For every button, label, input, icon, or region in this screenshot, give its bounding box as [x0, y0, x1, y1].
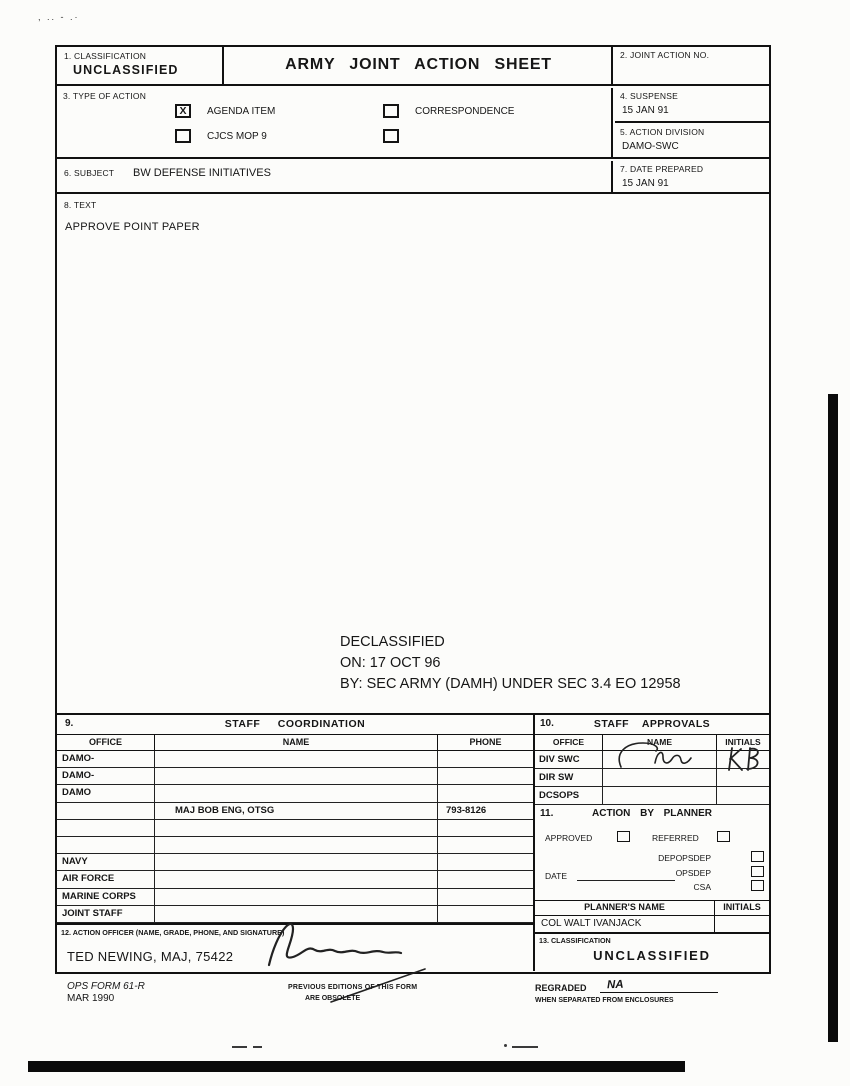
kb-initials-handwritten-icon: [723, 745, 767, 773]
agenda-item-label: AGENDA ITEM: [207, 106, 276, 117]
joint-action-no-label: 2. JOINT ACTION NO.: [620, 50, 710, 60]
correspondence-checkbox: [383, 104, 399, 118]
coordination-row: [57, 854, 533, 871]
army-joint-action-sheet-form: [55, 45, 771, 974]
office-cell: [57, 820, 155, 836]
name-cell: [155, 785, 438, 801]
opsdep-label: OPSDEP: [675, 868, 711, 878]
type-of-action-label: 3. TYPE OF ACTION: [63, 91, 147, 101]
phone-cell: [438, 871, 533, 887]
box9-number: 9.: [65, 718, 74, 729]
phone-cell: [438, 854, 533, 870]
action-officer-value: TED NEWING, MAJ, 75422: [67, 949, 234, 964]
office-cell: [57, 837, 155, 853]
name-cell: [155, 871, 438, 887]
header-row: [57, 47, 769, 86]
action-by-planner-header: [535, 805, 769, 823]
form-title-cell: [226, 47, 613, 86]
name-cell: [155, 751, 438, 767]
approvals-office-header: OFFICE: [535, 735, 603, 750]
coordination-row: [57, 820, 533, 837]
cjcs-mop9-label: CJCS MOP 9: [207, 131, 267, 142]
office-cell: AIR FORCE: [57, 871, 155, 887]
box11-number: 11.: [540, 808, 554, 819]
regraded-underline: [600, 982, 718, 993]
office-cell: JOINT STAFF: [57, 906, 155, 922]
approvals-row: [535, 787, 769, 805]
classification-box: [57, 47, 224, 86]
previous-editions-line1: PREVIOUS EDITIONS OF THIS FORM: [288, 984, 418, 991]
office-header: OFFICE: [57, 735, 155, 750]
coordination-header-row: [57, 735, 533, 751]
classification-value: UNCLASSIFIED: [73, 63, 179, 77]
subject-value: BW DEFENSE INITIATIVES: [133, 167, 271, 179]
depopsdep-label: DEPOPSDEP: [658, 853, 711, 863]
coordination-row: [57, 871, 533, 888]
office-cell: MARINE CORPS: [57, 889, 155, 905]
staff-coordination-title-row: [57, 715, 533, 735]
declassified-stamp: [340, 632, 681, 695]
action-by-planner-title: ACTION BY PLANNER: [592, 808, 712, 819]
name-header: NAME: [155, 735, 438, 750]
office-cell: [57, 803, 155, 819]
declassified-line1: DECLASSIFIED: [340, 634, 445, 650]
phone-cell: [438, 889, 533, 905]
subject-box: [57, 161, 613, 194]
separated-note: WHEN SEPARATED FROM ENCLOSURES: [535, 997, 674, 1004]
initials-cell: [717, 787, 769, 804]
type-of-action-row: [57, 88, 769, 159]
classification-bottom-value: UNCLASSIFIED: [593, 948, 711, 963]
planner-initials-header: INITIALS: [723, 902, 761, 912]
scan-artifact-dash: [232, 1046, 247, 1048]
subject-label: 6. SUBJECT: [64, 168, 115, 178]
scan-artifact-vertical-bar: [828, 394, 838, 1042]
date-label: DATE: [545, 871, 568, 881]
referred-label: REFERRED: [652, 833, 699, 843]
joint-action-no-box: [615, 47, 769, 86]
x-mark: X: [179, 105, 187, 117]
phone-cell: [438, 768, 533, 784]
form-title: ARMY JOINT ACTION SHEET: [285, 56, 552, 73]
correspondence-label: CORRESPONDENCE: [415, 106, 515, 117]
unlabeled-checkbox: [383, 129, 399, 143]
name-cell: [155, 820, 438, 836]
suspense-label: 4. SUSPENSE: [620, 91, 678, 101]
subject-row: [57, 161, 769, 194]
cjcs-mop9-checkbox: [175, 129, 191, 143]
scan-artifact-dash: [253, 1046, 262, 1048]
referred-checkbox: [717, 831, 730, 842]
office-cell: DAMO-: [57, 751, 155, 767]
action-officer-label: 12. ACTION OFFICER (NAME, GRADE, PHONE, AND SIGNATURE): [61, 928, 285, 937]
name-cell: [155, 889, 438, 905]
action-officer-box: [57, 923, 533, 971]
form-number: OPS FORM 61-R: [67, 981, 145, 992]
phone-cell: [438, 837, 533, 853]
declassified-line2: ON: 17 OCT 96: [340, 655, 441, 671]
csa-checkbox: [751, 880, 764, 891]
office-cell: DCSOPS: [535, 787, 603, 804]
coordination-row: [57, 768, 533, 785]
coordination-row: [57, 889, 533, 906]
office-cell: DAMO-: [57, 768, 155, 784]
csa-label: CSA: [693, 882, 711, 892]
text-body: APPROVE POINT PAPER: [65, 221, 200, 233]
coordination-row: [57, 803, 533, 820]
coordination-row: [57, 751, 533, 768]
staff-approvals-title-row: [535, 715, 769, 735]
phone-cell: [438, 820, 533, 836]
action-division-value: DAMO-SWC: [622, 141, 679, 152]
name-cell: [155, 768, 438, 784]
planner-name-row: [535, 916, 769, 932]
agenda-item-checkbox: [175, 104, 191, 118]
name-cell: [603, 787, 717, 804]
office-cell: DIR SW: [535, 769, 603, 786]
scan-artifact-dot: [504, 1044, 507, 1047]
coordination-rows: [57, 751, 533, 923]
scan-artifact-bottom-bar: [28, 1061, 685, 1072]
suspense-value: 15 JAN 91: [622, 105, 669, 116]
previous-editions-line2: ARE OBSOLETE: [305, 995, 361, 1002]
date-prepared-label: 7. DATE PREPARED: [620, 164, 704, 174]
planner-name-header-row: [535, 900, 769, 916]
planner-name-header: PLANNER'S NAME: [535, 901, 715, 915]
scan-stray-marks: , .. - .·: [38, 12, 80, 22]
declassified-line3: BY: SEC ARMY (DAMH) UNDER SEC 3.4 EO 12958: [340, 676, 681, 692]
staff-coordination-title: STAFF COORDINATION: [224, 718, 366, 730]
name-cell: MAJ BOB ENG, OTSG: [155, 803, 438, 819]
classification-bottom-label: 13. CLASSIFICATION: [539, 936, 611, 945]
staff-approvals-column: [535, 715, 769, 971]
coordination-row: [57, 837, 533, 854]
coordination-approvals-section: [57, 715, 769, 971]
approvals-name-header: NAME: [603, 735, 717, 750]
approvals-initials-header: INITIALS: [725, 737, 761, 747]
action-division-box: [615, 123, 769, 159]
office-cell: DAMO: [57, 785, 155, 801]
approved-label: APPROVED: [545, 833, 593, 843]
office-cell: NAVY: [57, 854, 155, 870]
regraded-value-handwritten: NA: [606, 978, 624, 992]
regraded-label: REGRADED: [535, 983, 587, 993]
coordination-row: [57, 785, 533, 802]
text-label: 8. TEXT: [64, 200, 97, 210]
classification-label: 1. CLASSIFICATION: [64, 51, 147, 61]
phone-cell: [438, 785, 533, 801]
name-cell: [155, 854, 438, 870]
staff-approvals-title: STAFF APPROVALS: [593, 718, 711, 730]
action-by-planner-body: [535, 823, 769, 900]
suspense-box: [615, 88, 769, 123]
office-cell: DIV SWC: [535, 751, 603, 768]
classification-bottom-box: [535, 932, 769, 971]
type-of-action-box: [57, 88, 613, 159]
phone-cell: 793-8126: [446, 804, 487, 816]
depopsdep-checkbox: [751, 851, 764, 862]
scan-artifact-dash: [512, 1046, 538, 1048]
date-prepared-box: [615, 161, 769, 194]
form-date: MAR 1990: [67, 993, 115, 1004]
planner-name-value: COL WALT IVANJACK: [535, 916, 715, 932]
phone-header: PHONE: [469, 737, 502, 747]
opsdep-checkbox: [751, 866, 764, 877]
date-blank-line: [577, 870, 675, 881]
staff-coordination-box: [57, 715, 535, 971]
div-swc-signature-icon: [613, 739, 713, 773]
date-prepared-value: 15 JAN 91: [622, 178, 669, 189]
action-division-label: 5. ACTION DIVISION: [620, 127, 705, 137]
text-box: [57, 196, 769, 715]
name-cell: [155, 837, 438, 853]
phone-cell: [438, 751, 533, 767]
approved-checkbox: [617, 831, 630, 842]
box10-number: 10.: [540, 718, 554, 729]
